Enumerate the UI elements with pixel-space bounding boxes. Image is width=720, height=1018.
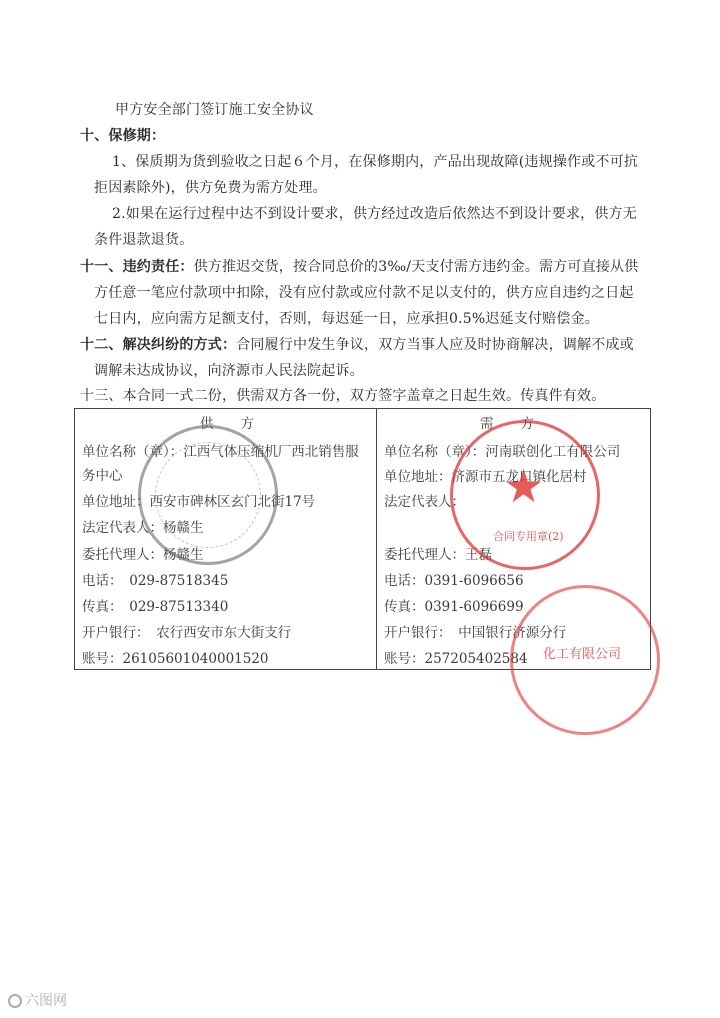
table-column-divider bbox=[376, 408, 377, 670]
buyer-header: 需 方 bbox=[480, 416, 534, 432]
clause-line-1: 甲方安全部门签订施工安全协议 bbox=[115, 102, 314, 118]
watermark-logo-icon bbox=[8, 994, 22, 1008]
supplier-fax: 传真： 029-87513340 bbox=[82, 599, 229, 615]
buyer-fax: 传真：0391-6096699 bbox=[384, 599, 524, 615]
warranty-line-4: 条件退款退货。 bbox=[94, 232, 194, 248]
breach-line-2: 方任意一笔应付款项中扣除，没有应付款或应付款不足以支付的，供方应自违约之日起 bbox=[94, 285, 634, 301]
dispute-heading: 十二、解决纠纷的方式： bbox=[80, 337, 237, 353]
warranty-heading: 十、保修期： bbox=[80, 128, 166, 144]
buyer-address: 单位地址：济源市五龙口镇化居村 bbox=[384, 469, 587, 485]
breach-text: 供方推迟交货，按合同总价的3‰/天支付需方违约金。需方可直接从供 bbox=[193, 259, 639, 275]
supplier-address: 单位地址：西安市碑林区玄门北街17号 bbox=[82, 494, 316, 510]
seal-label-2: 化工有限公司 bbox=[543, 647, 622, 662]
effect-clause: 十三、本合同一式二份，供需双方各一份，双方签字盖章之日起生效。传真件有效。 bbox=[80, 388, 606, 404]
breach-line-3: 七日内，应向需方足额支付，否则，每迟延一日，应承担0.5%迟延支付赔偿金。 bbox=[94, 311, 599, 327]
watermark bbox=[8, 990, 67, 1010]
dispute-line-2: 调解未达成协议，向济源市人民法院起诉。 bbox=[94, 363, 364, 379]
supplier-phone: 电话： 029-87518345 bbox=[82, 573, 229, 589]
watermark-text: 六图网 bbox=[25, 993, 67, 1009]
supplier-legal-rep: 法定代表人：杨赣生 bbox=[82, 520, 204, 536]
buyer-bank: 开户银行： 中国银行济源分行 bbox=[384, 625, 567, 641]
supplier-name-line-2: 务中心 bbox=[82, 468, 123, 484]
warranty-line-3: 2.如果在运行过程中达不到设计要求，供方经过改造后依然达不到设计要求，供方无 bbox=[112, 206, 637, 222]
supplier-bank: 开户银行： 农行西安市东大街支行 bbox=[82, 625, 292, 641]
supplier-agent: 委托代理人：杨赣生 bbox=[82, 547, 204, 563]
dispute-clause-line-1 bbox=[80, 335, 634, 355]
breach-heading: 十一、违约责任： bbox=[80, 259, 194, 275]
buyer-legal-rep: 法定代表人： bbox=[384, 494, 465, 510]
buyer-account: 账号：257205402584 bbox=[384, 651, 528, 667]
seal-label: 合同专用章(2) bbox=[493, 530, 564, 543]
warranty-line-1: 1、保质期为货到验收之日起６个月，在保修期内，产品出现故障(违规操作或不可抗 bbox=[112, 154, 638, 170]
supplier-name-line-1: 单位名称（章）：江西气体压缩机厂西北销售服 bbox=[82, 444, 359, 460]
seal-star-icon: ★ bbox=[503, 459, 545, 513]
dispute-text: 合同履行中发生争议，双方当事人应及时协商解决，调解不成或 bbox=[236, 337, 634, 353]
breach-clause-line-1 bbox=[80, 257, 638, 277]
supplier-account: 账号：26105601040001520 bbox=[82, 651, 269, 667]
buyer-agent: 委托代理人：王磊 bbox=[384, 547, 492, 563]
buyer-phone: 电话：0391-6096656 bbox=[384, 573, 524, 589]
warranty-line-2: 拒因素除外)，供方免费为需方处理。 bbox=[94, 180, 327, 196]
supplier-header: 供 方 bbox=[200, 416, 254, 432]
buyer-name: 单位名称（章）：河南联创化工有限公司 bbox=[384, 444, 621, 460]
